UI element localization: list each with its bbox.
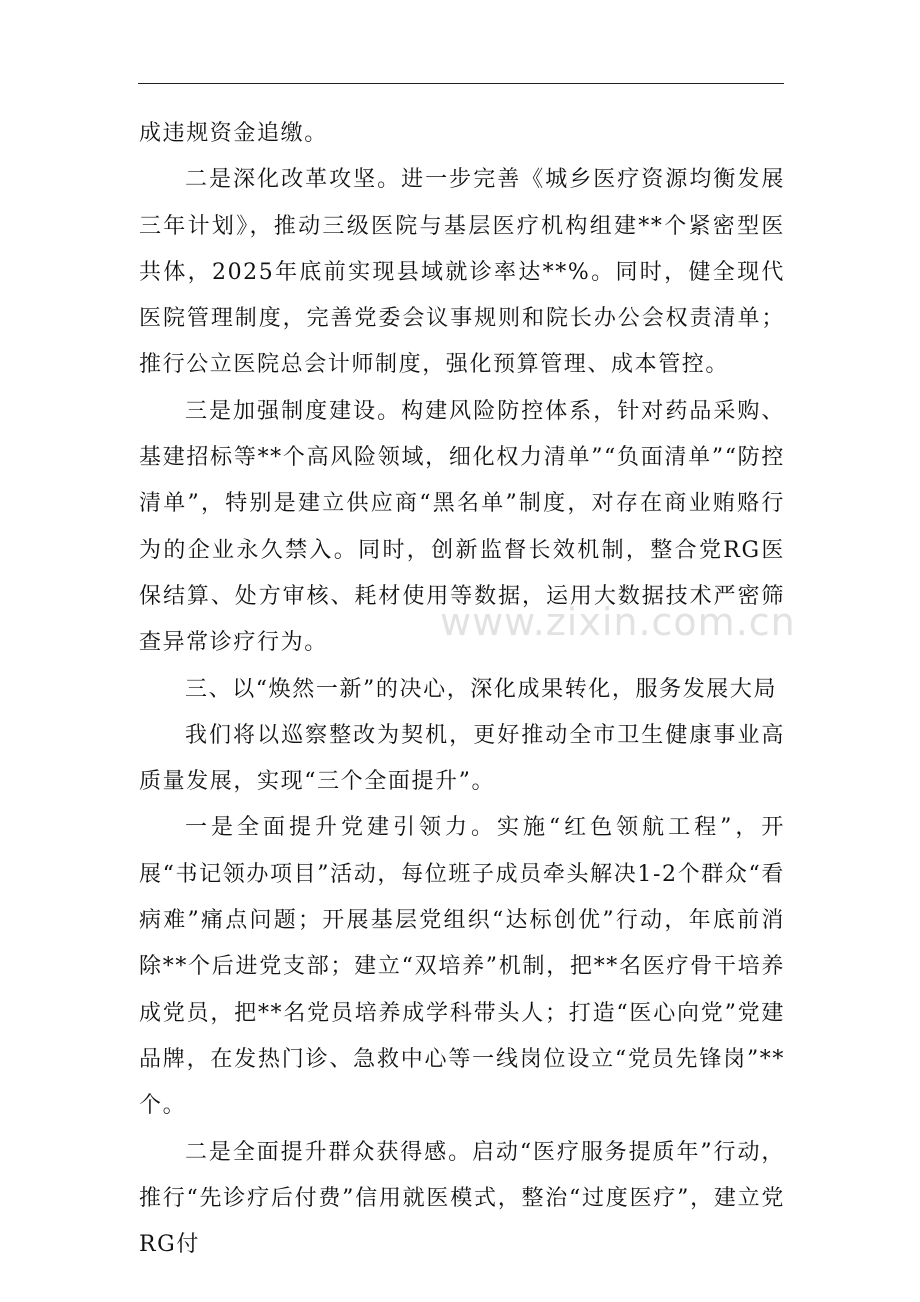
paragraph-public-satisfaction: 二是全面提升群众获得感。启动“医疗服务提质年”行动，推行“先诊疗后付费”信用就医模式，整治“过度医疗”，建立党RG付 xyxy=(139,1139,785,1258)
watermark: www.zixin.com.cn xyxy=(440,600,796,644)
paragraph-system-building: 三是加强制度建设。构建风险防控体系，针对药品采购、基建招标等**个高风险领域，细化权力清单”“负面清单”“防控清单”，特别是建立供应商“黑名单”制度，对存在商业贿赂行为的企业永久禁入。同时，创新监督长效机制，整合党RG医保结算、处方审核、耗材使用等数据，运用大数据技术严密筛查异常诊疗行为。 xyxy=(139,398,785,656)
paragraph-intro: 我们将以巡察整改为契机，更好推动全市卫生健康事业高质量发展，实现“三个全面提升”。 xyxy=(139,722,785,795)
header-rule xyxy=(138,83,784,84)
section-heading-three: 三、以“焕然一新”的决心，深化成果转化，服务发展大局 xyxy=(185,676,778,702)
paragraph-continuation: 成违规资金追缴。 xyxy=(139,121,328,146)
paragraph-party-building: 一是全面提升党建引领力。实施“红色领航工程”，开展“书记领办项目”活动，每位班子成员牵头解决1-2个群众“看病难”痛点问题；开展基层党组织“达标创优”行动，年底前消除**个后进党支部；建立“双培养”机制，把**名医疗骨干培养成党员，把**名党员培养成学科带头人；打造“医心向党”党建品牌，在发热门诊、急救中心等一线岗位设立“党员先锋岗”**个。 xyxy=(139,815,785,1119)
document-body xyxy=(139,111,785,1268)
paragraph-reform: 二是深化改革攻坚。进一步完善《城乡医疗资源均衡发展三年计划》，推动三级医院与基层医疗机构组建**个紧密型医共体，2025年底前实现县域就诊率达**%。同时，健全现代医院管理制度，完善党委会议事规则和院长办公会权责清单；推行公立医院总会计师制度，强化预算管理、成本管控。 xyxy=(139,167,785,378)
